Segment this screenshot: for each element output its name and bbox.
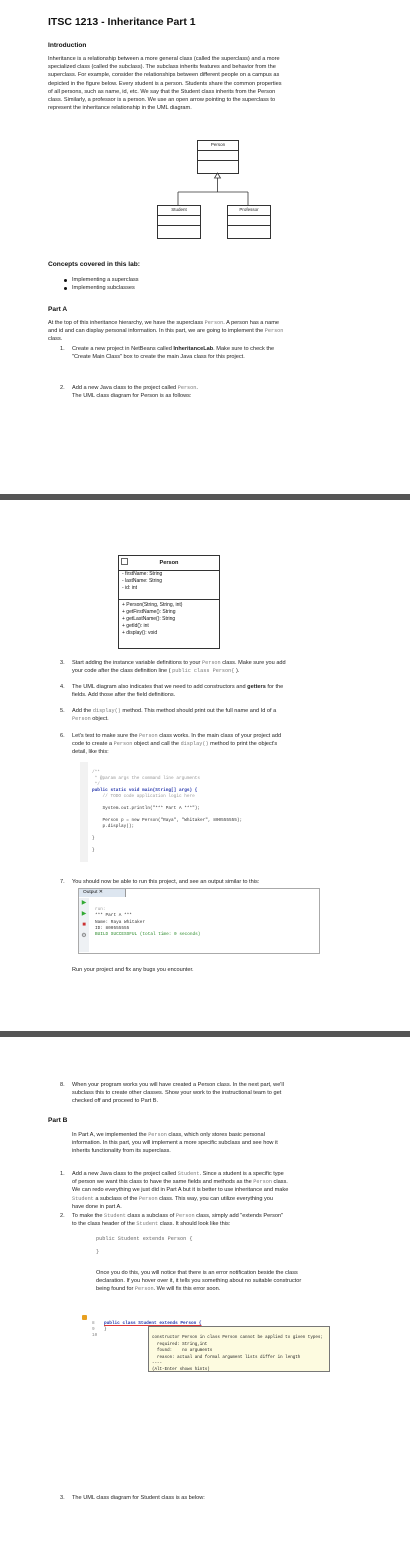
step-1: Create a new project in NetBeans called InheritanceLab. Make sure to check the "Create Main Class" box to create the main Java class for this project. <box>72 346 275 361</box>
stop-icon[interactable]: ■ <box>82 922 86 928</box>
step-number: 3. <box>60 1495 65 1501</box>
step-4: The UML diagram also indicates that we need to add constructors and getters for the fields. Add those after the field definitions. <box>72 684 284 699</box>
bullet <box>64 287 67 290</box>
uml-person-box: Person <box>197 140 239 174</box>
part-b-step-3: The UML class diagram for Student class is as below: <box>72 1495 205 1501</box>
step-6: Let's test to make sure the Person class works. In the main class of your project add code to create a Person object and call the display() method to print the object's detail, like this: <box>72 733 282 756</box>
step-number: 4. <box>60 684 65 690</box>
step-number: 3. <box>60 660 65 666</box>
page-1 <box>0 0 410 494</box>
concepts-heading: Concepts covered in this lab: <box>48 261 140 268</box>
line-numbers: 8 9 10 <box>92 1321 98 1338</box>
output-toolbar <box>79 898 89 952</box>
ide-snippet <box>80 1315 360 1373</box>
run-note: Run your project and fix any bugs you encounter. <box>72 967 194 973</box>
step-number: 7. <box>60 879 65 885</box>
part-b-intro: In Part A, we implemented the Person class, which only stores basic personal information. In this part, you will implement a more specific subclass and see how it inherits functionality from its superclass. <box>72 1132 278 1155</box>
step-number: 2. <box>60 385 65 391</box>
error-tooltip: constructor Person in class Person cannot be applied to given types; required: String,int found: no arguments reason: actual and formal argument lists differ in length ---- (Alt-Enter shows hints) <box>148 1326 330 1372</box>
class-icon <box>121 558 128 565</box>
bullet <box>64 279 67 282</box>
editor-gutter <box>80 762 88 862</box>
page-2 <box>0 500 410 1031</box>
extends-code: public Student extends Person { } <box>96 1235 193 1255</box>
uml-professor-box: Professor <box>227 205 271 239</box>
intro-paragraph: Inheritance is a relationship between a more general class (called the superclass) and a more specialized class (called the subclass). The subclass inherits features and behavior from the superclass. For example, consider the relationships between different people on a campus as depicted in the figure below. Every student is a person. Students share the common properties of all persons, such as name, id, etc. We say that the Student class inherits from the Person class. Similarly, a professor is a person. We use an open arrow pointing to the superclass to represent the inheritance relationship in the UML diagram. <box>48 56 282 112</box>
step-8: When your program works you will have created a Person class. In the next part, we'll subclass this to create other classes. Show your work to the instructional team to get checked off and proceed to Part B. <box>72 1082 284 1105</box>
output-panel <box>78 888 320 954</box>
intro-heading: Introduction <box>48 42 87 49</box>
step-number: 1. <box>60 346 65 352</box>
uml-student-box: Student <box>157 205 201 239</box>
output-text: run: *** Part A *** Name: Raya Whitaker ID: 800555555 BUILD SUCCESSFUL (total time: 0 seconds) <box>95 907 201 938</box>
error-icon[interactable] <box>82 1315 87 1320</box>
step-number: 6. <box>60 733 65 739</box>
step-number: 5. <box>60 708 65 714</box>
page-3 <box>0 1037 410 1566</box>
page-title: ITSC 1213 - Inheritance Part 1 <box>48 16 196 28</box>
output-tab[interactable]: Output ✕ <box>79 889 126 897</box>
step-3: Start adding the instance variable definitions to your Person class. Make sure you add your code after the class definition line ( public class Person{ ). <box>72 660 286 675</box>
run-icon[interactable]: ▶ <box>81 911 87 917</box>
student-code: public class Student extends Person { } <box>104 1321 202 1332</box>
part-a-heading: Part A <box>48 306 68 313</box>
code-editor <box>80 762 310 862</box>
step-2: Add a new Java class to the project called Person. The UML class diagram for Person is as follows: <box>72 385 198 400</box>
part-a-intro: At the top of this inheritance hierarchy, we have the superclass Person. A person has a name and id and can display personal information. In this part, we are going to implement the Person class. <box>48 320 284 343</box>
concept-item: Implementing subclasses <box>72 285 135 291</box>
concept-item: Implementing a superclass <box>72 277 139 283</box>
part-b-step-1: Add a new Java class to the project called Student. Since a student is a specific type of person we want this class to have the same fields and methods as the Person class. We can redo everything we just did in Part A but it is better to use inheritance and make Student a subclass of the Person class. This way, you can utilize everything you have done in part A. <box>72 1171 289 1210</box>
step-number: 1. <box>60 1171 65 1177</box>
run-icon[interactable]: ▶ <box>81 900 87 906</box>
code-block: /** * @param args the command line arguments */ public static void main(String[] args) { // TODO code application logic here System.out.println("*** Part A ***"); Person p = new Person("Raya", "Whitaker", 800555555); p.display(); } } <box>92 770 243 853</box>
part-b-step-2: To make the Student class a subclass of Person class, simply add "extends Person" to the class header of the Student class. It should look like this: <box>72 1213 284 1228</box>
step-number: 2. <box>60 1213 65 1219</box>
step-7: You should now be able to run this project, and see an output similar to this: <box>72 879 260 885</box>
error-notice: Once you do this, you will notice that there is an error notification beside the class declaration. If you hover over it, it tells you something about no suitable constructor being found for Person. We will fix this error soon. <box>96 1270 302 1293</box>
part-b-heading: Part B <box>48 1117 68 1124</box>
step-number: 8. <box>60 1082 65 1088</box>
inheritance-arrows <box>150 172 290 206</box>
uml-person-class: Person - firstName: String - lastName: String - id: int + Person(String, String, int) + getFirstName(): String + getLastName(): String + getId(): int + display(): void <box>118 555 220 649</box>
close-icon[interactable]: ✕ <box>98 890 103 895</box>
settings-icon[interactable]: ⚙ <box>81 933 87 939</box>
step-5: Add the display() method. This method should print out the full name and Id of a Person object. <box>72 708 277 723</box>
